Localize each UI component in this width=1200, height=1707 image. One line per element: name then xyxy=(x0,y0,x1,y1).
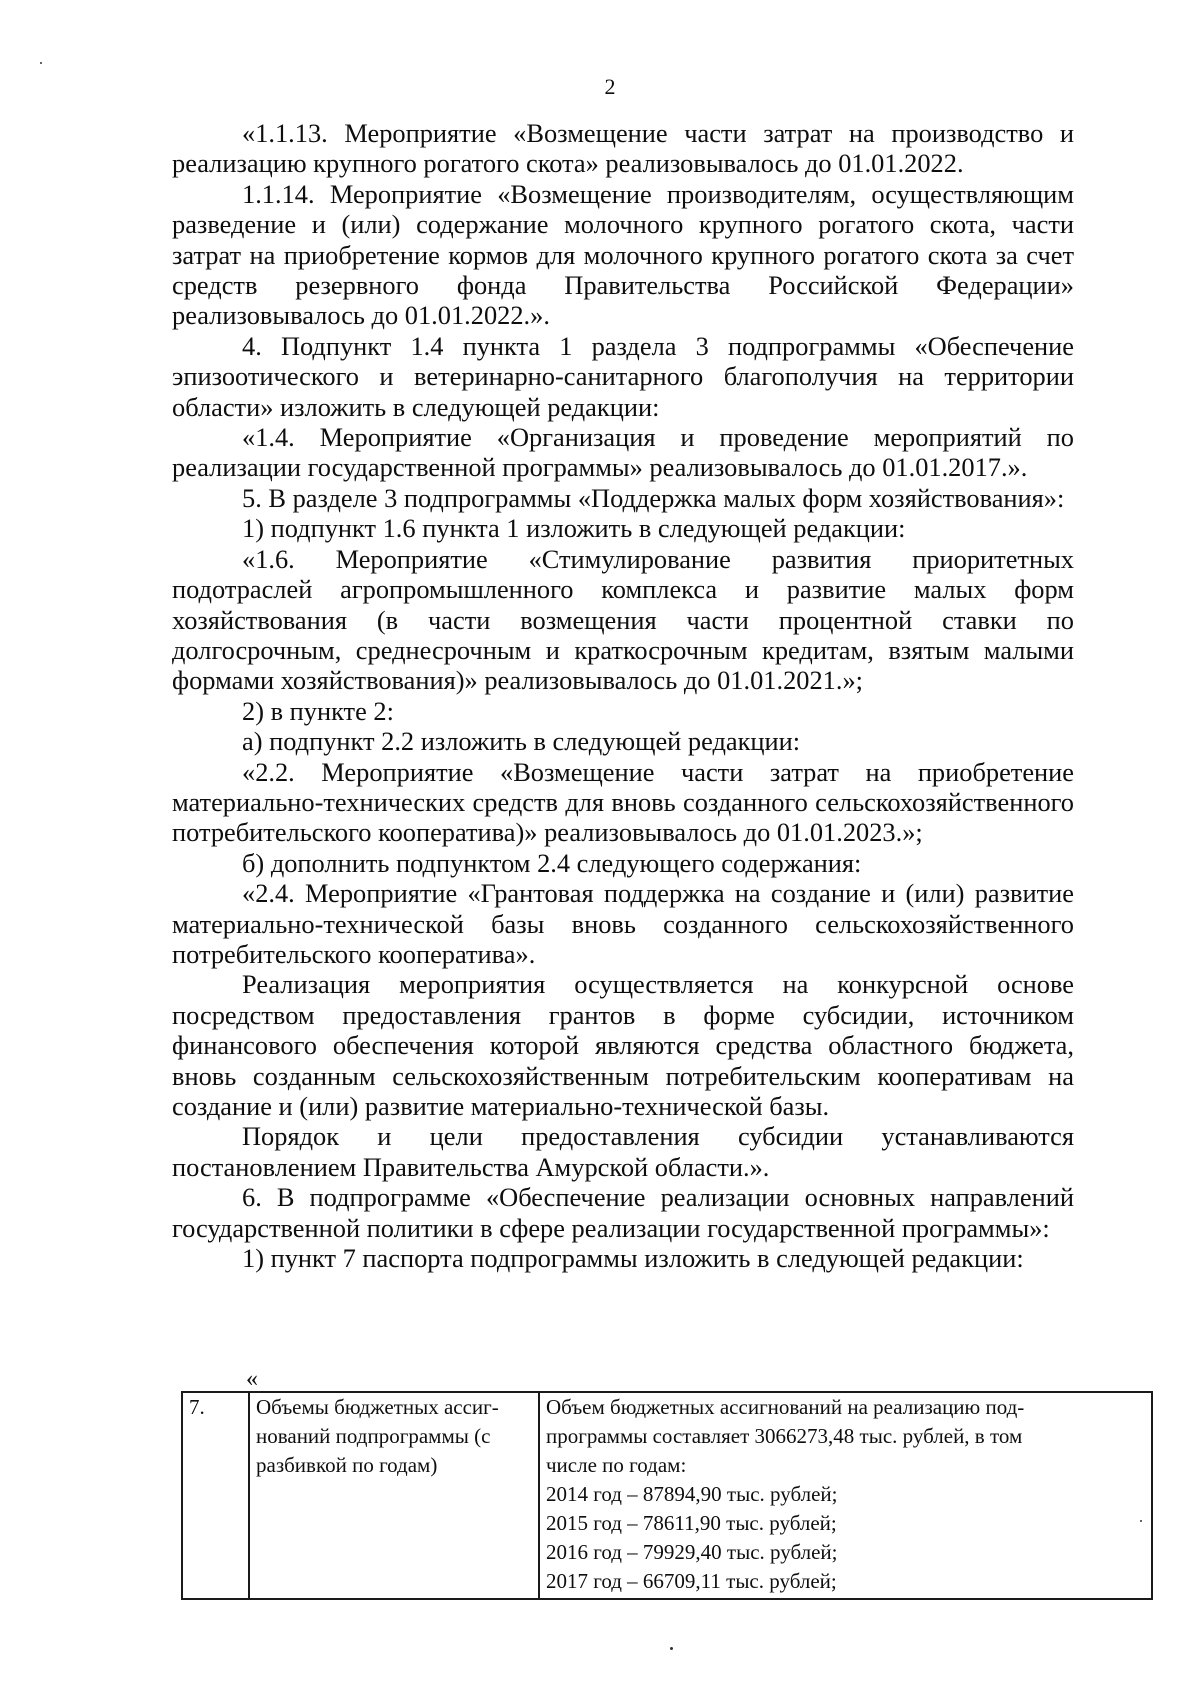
row-name-cell xyxy=(249,1392,539,1599)
page-number: 2 xyxy=(604,74,616,99)
paragraph-1-1-13: «1.1.13. Мероприятие «Возмещение части затрат на производство и реализацию крупного рогатого скота» реализовывалось до 01.01.2022. xyxy=(172,118,1074,179)
paragraph-implementation: Реализация мероприятия осуществляется на конкурсной основе посредством предоставления грантов в форме субсидии, источником финансового обеспечения которой являются средства областного бюджета, вновь созданным сельскохозяйственным потребительским кооперативам на создание и (или) развитие материально-технической базы. xyxy=(172,969,1074,1121)
paragraph-item-4: 4. Подпункт 1.4 пункта 1 раздела 3 подпрограммы «Обеспечение эпизоотического и ветеринарно-санитарного благополучия на территории области» изложить в следующей редакции: xyxy=(172,330,1074,422)
row-value-line: программы составляет 3066273,48 тыс. рублей, в том xyxy=(546,1424,1023,1448)
row-number: 7. xyxy=(189,1395,205,1419)
scan-speck xyxy=(1140,1520,1142,1522)
paragraph-item-5: 5. В разделе 3 подпрограммы «Поддержка малых форм хозяйствования»: xyxy=(242,482,1065,513)
row-value-line: 2016 год – 79929,40 тыс. рублей; xyxy=(546,1540,838,1564)
row-name-line: разбивкой по годам) xyxy=(256,1453,438,1477)
row-name-line: нований подпрограммы (с xyxy=(256,1424,491,1448)
paragraph-subitem-2: 2) в пункте 2: xyxy=(242,695,394,726)
paragraph-passport-item-7: 1) пункт 7 паспорта подпрограммы изложить в следующей редакции: xyxy=(242,1243,1024,1274)
paragraph-subitem-a: а) подпункт 2.2 изложить в следующей редакции: xyxy=(242,726,801,757)
opening-quote-mark: « xyxy=(246,1366,258,1392)
paragraph-item-6: 6. В подпрограмме «Обеспечение реализации основных направлений государственной политики в сфере реализации государственной программы»: xyxy=(172,1182,1074,1243)
paragraph-procedure: Порядок и цели предоставления субсидии устанавливаются постановлением Правительства Амурской области.». xyxy=(172,1121,1074,1182)
row-value-line: Объем бюджетных ассигнований на реализацию под- xyxy=(546,1395,1025,1419)
document-body xyxy=(172,118,1074,1273)
row-value-line: 2017 год – 66709,11 тыс. рублей; xyxy=(546,1569,837,1593)
row-value-line: 2015 год – 78611,90 тыс. рублей; xyxy=(546,1511,837,1535)
row-number-cell xyxy=(182,1392,249,1599)
row-value-line: 2014 год – 87894,90 тыс. рублей; xyxy=(546,1482,838,1506)
scan-speck xyxy=(40,62,42,64)
scan-speck xyxy=(670,1647,673,1650)
paragraph-2-4: «2.4. Мероприятие «Грантовая поддержка на создание и (или) развитие материально-технической базы вновь созданного сельскохозяйственного потребительского кооператива». xyxy=(172,878,1074,969)
paragraph-1-6: «1.6. Мероприятие «Стимулирование развития приоритетных подотраслей агропромышленного комплекса и развитие малых форм хозяйствования (в части возмещения части процентной ставки по долгосрочным, среднесрочным и краткосрочным кредитам, взятым малыми формами хозяйствования)» реализовывалось до 01.01.2021.»; xyxy=(172,543,1074,696)
table-row xyxy=(182,1392,1152,1599)
row-name-line: Объемы бюджетных ассиг- xyxy=(256,1395,499,1419)
row-value-line: числе по годам: xyxy=(546,1453,687,1477)
paragraph-2-2: «2.2. Мероприятие «Возмещение части затрат на приобретение материально-технических средств для вновь созданного сельскохозяйственного потребительского кооператива)» реализовывалось до 01.01.2023.»; xyxy=(172,756,1074,848)
paragraph-1-1-14: 1.1.14. Мероприятие «Возмещение производителям, осуществляющим разведение и (или) содержание молочного крупного рогатого скота, части затрат на приобретение кормов для молочного крупного рогатого скота за счет средств резервного фонда Правительства Российской Федерации» реализовывалось до 01.01.2022.». xyxy=(172,178,1074,331)
paragraph-1-4: «1.4. Мероприятие «Организация и проведение мероприятий по реализации государственной программы» реализовывалось до 01.01.2017.». xyxy=(172,422,1074,483)
passport-table xyxy=(181,1391,1153,1600)
paragraph-subitem-1: 1) подпункт 1.6 пункта 1 изложить в следующей редакции: xyxy=(242,513,906,544)
paragraph-subitem-b: б) дополнить подпунктом 2.4 следующего содержания: xyxy=(242,847,862,878)
row-value-cell xyxy=(539,1392,1152,1599)
